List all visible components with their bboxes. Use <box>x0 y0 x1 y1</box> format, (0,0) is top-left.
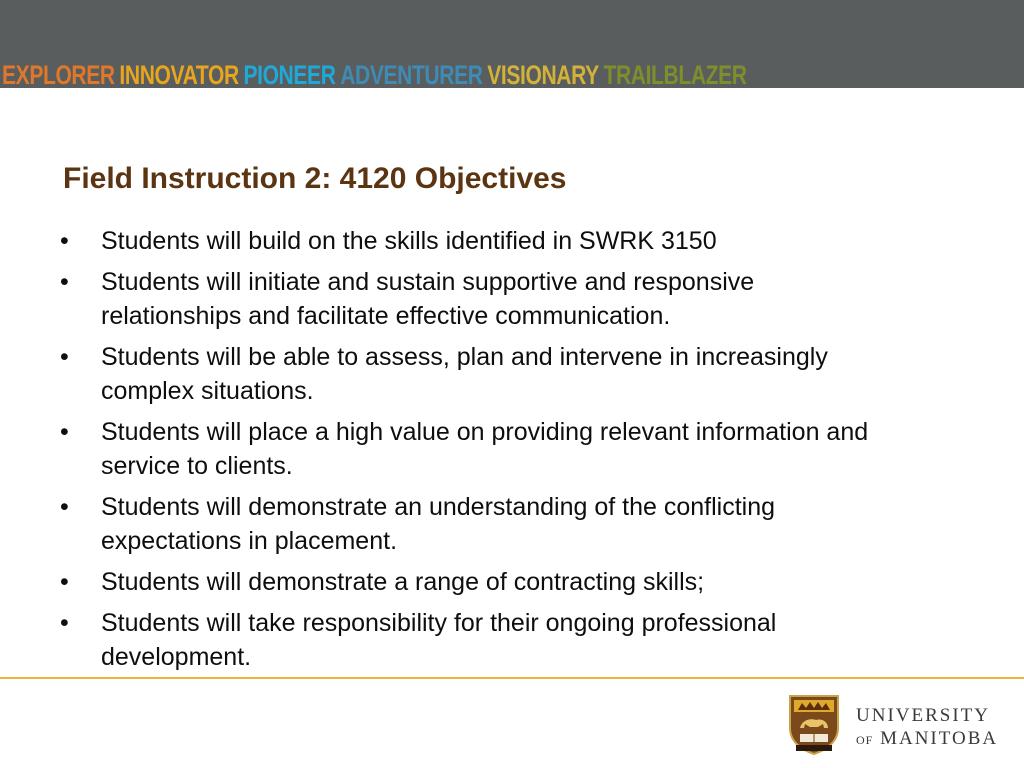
university-logo <box>788 694 1008 758</box>
tagline-words <box>2 56 747 90</box>
bullet-text: Students will demonstrate an understanding of the conflicting expectations in placement. <box>101 493 776 555</box>
list-item <box>60 565 890 599</box>
list-item <box>60 265 890 333</box>
tagline-word: TRAILBLAZER <box>603 60 747 90</box>
wordmark-of: OF <box>856 733 874 747</box>
bullet-icon: • <box>60 609 69 637</box>
bullet-icon: • <box>60 343 69 371</box>
bullet-text: Students will take responsibility for their ongoing professional development. <box>101 609 777 671</box>
tagline-word: VISIONARY <box>487 60 599 90</box>
bullet-icon: • <box>60 227 69 255</box>
bullet-icon: • <box>60 268 69 296</box>
bullet-text: Students will place a high value on providing relevant information and service to clients. <box>101 418 869 480</box>
tagline-word: PIONEER <box>243 60 336 90</box>
header-banner <box>0 0 1024 88</box>
wordmark-manitoba: MANITOBA <box>880 728 999 749</box>
bullet-icon: • <box>60 418 69 446</box>
wordmark-university: UNIVERSITY <box>856 705 990 726</box>
tagline-word: INNOVATOR <box>119 60 239 90</box>
slide-title: Field Instruction 2: 4120 Objectives <box>63 162 567 195</box>
bullet-text: Students will build on the skills identified in SWRK 3150 <box>101 227 717 255</box>
objectives-list <box>60 224 890 681</box>
wordmark-line2 <box>856 728 998 751</box>
university-crest-icon <box>788 694 840 756</box>
bullet-text: Students will be able to assess, plan and intervene in increasingly complex situations. <box>101 343 828 405</box>
list-item <box>60 224 890 258</box>
bullet-icon: • <box>60 568 69 596</box>
list-item <box>60 490 890 558</box>
list-item <box>60 340 890 408</box>
tagline-word: ADVENTURER <box>340 60 483 90</box>
tagline-word: EXPLORER <box>2 60 115 90</box>
university-wordmark <box>856 706 998 751</box>
bullet-icon: • <box>60 493 69 521</box>
list-item <box>60 606 890 674</box>
bullet-text: Students will initiate and sustain supportive and responsive relationships and facilitate effective communication. <box>101 268 755 330</box>
list-item <box>60 415 890 483</box>
footer-divider <box>0 677 1024 679</box>
bullet-text: Students will demonstrate a range of contracting skills; <box>101 568 705 596</box>
